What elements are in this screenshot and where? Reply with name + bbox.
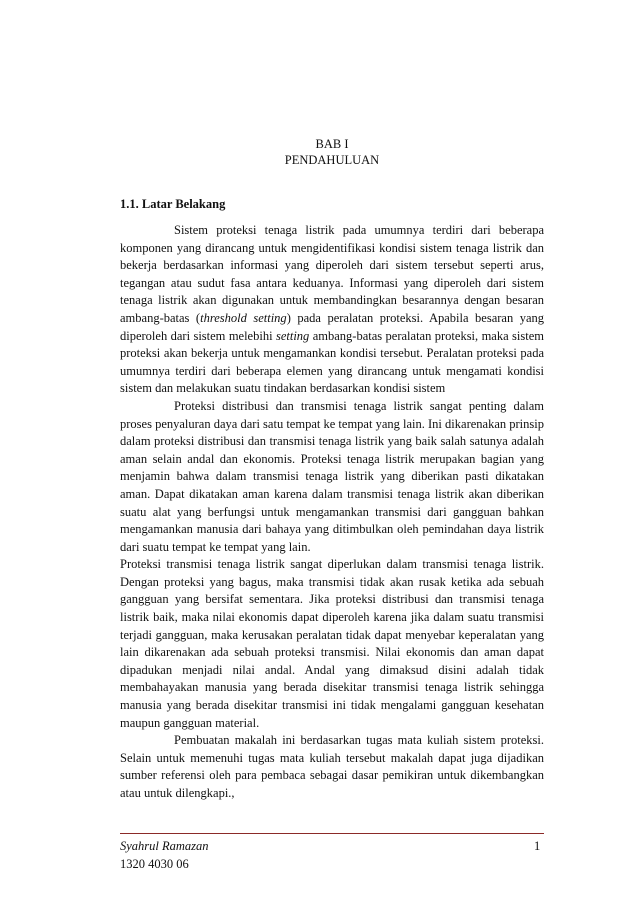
body-text (120, 222, 544, 803)
section-heading: 1.1. Latar Belakang (120, 197, 226, 211)
setting-term: setting (275, 328, 310, 343)
paragraph-3: Proteksi transmisi tenaga listrik sangat diperlukan dalam transmisi tenaga listrik. Dengan proteksi yang bagus, maka transmisi tidak akan rusak ketika ada sebuah gangguan yang bersifat sementara. Jika proteksi distribusi dan transmisi tenaga listrik baik, maka nilai ekonomis dapat diperoleh karena jika dalam suatu transmisi terjadi gangguan, maka kerusakan peralatan tidak dapat menyebar keperalatan yang lain dikarenakan ada sebuah proteksi transmisi. Nilai ekonomis dan aman dapat dipadukan menjadi nilai andal. Andal yang dimaksud disini adalah tidak membahayakan manusia yang berada disekitar transmisi tenaga listrik sehingga manusia yang berada disekitar transmisi ini tidak mengalami gangguan kesehatan maupun gangguan material. (120, 557, 544, 730)
page-number: 1 (534, 839, 541, 853)
chapter-number: BAB I (315, 137, 349, 151)
paragraph-1-part-a: Sistem proteksi tenaga listrik pada umumnya terdiri dari beberapa komponen yang dirancang untuk mengidentifikasi kondisi sistem tenaga listrik dan bekerja berdasarkan informasi yang diperoleh dari sistem tersebut seperti arus, tegangan atau sudut fasa antara keduanya. Informasi yang diperoleh dari sistem tenaga listrik akan digunakan untuk membandingkan besarannya dengan besaran ambang-batas ( (120, 223, 544, 325)
paragraph-1-part-c: ambang-batas peralatan proteksi, maka sistem proteksi akan bekerja untuk mengamankan kondisi tersebut. Peralatan proteksi pada umumnya terdiri dari beberapa elemen yang dirancang untuk mengamati kondisi sistem dan melakukan suatu tindakan berdasarkan kondisi sistem (120, 328, 544, 396)
footer-rule (120, 833, 544, 834)
footer-author: Syahrul Ramazan (120, 839, 209, 853)
footer-student-id: 1320 4030 06 (120, 857, 189, 871)
paragraph-1-part-b: ) pada peralatan proteksi. Apabila besaran yang diperoleh dari sistem melebihi (120, 310, 545, 343)
chapter-heading (120, 136, 544, 168)
paragraph-4: Pembuatan makalah ini berdasarkan tugas mata kuliah sistem proteksi. Selain untuk memenuhi tugas mata kuliah tersebut makalah dapat juga dijadikan sumber referensi oleh para pembaca sebagai dasar pemikiran untuk dikembangkan atau untuk dilengkapi., (120, 733, 544, 800)
paragraph-2: Proteksi distribusi dan transmisi tenaga listrik sangat penting dalam proses penyaluran daya dari satu tempat ke tempat yang lain. Ini dikarenakan prinsip dalam proteksi distribusi dan transmisi tenaga listrik yang baik salah satunya adalah aman selain andal dan ekonomis. Proteksi tenaga listrik merupakan bagian yang menjamin bahwa dalam transmisi tenaga listrik yang diberikan pasti dikatakan aman. Dapat dikatakan aman karena dalam transmisi tenaga listrik akan diberikan suatu alat yang berfungsi untuk mengamankan transmisi dari gangguan bahkan mengamankan manusia dari bahaya yang ditimbulkan oleh pemindahan daya listrik dari suatu tempat ke tempat yang lain. (120, 398, 544, 554)
paragraph-1 (120, 222, 544, 398)
chapter-title: PENDAHULUAN (284, 153, 380, 167)
threshold-setting-term: threshold setting (200, 310, 287, 325)
